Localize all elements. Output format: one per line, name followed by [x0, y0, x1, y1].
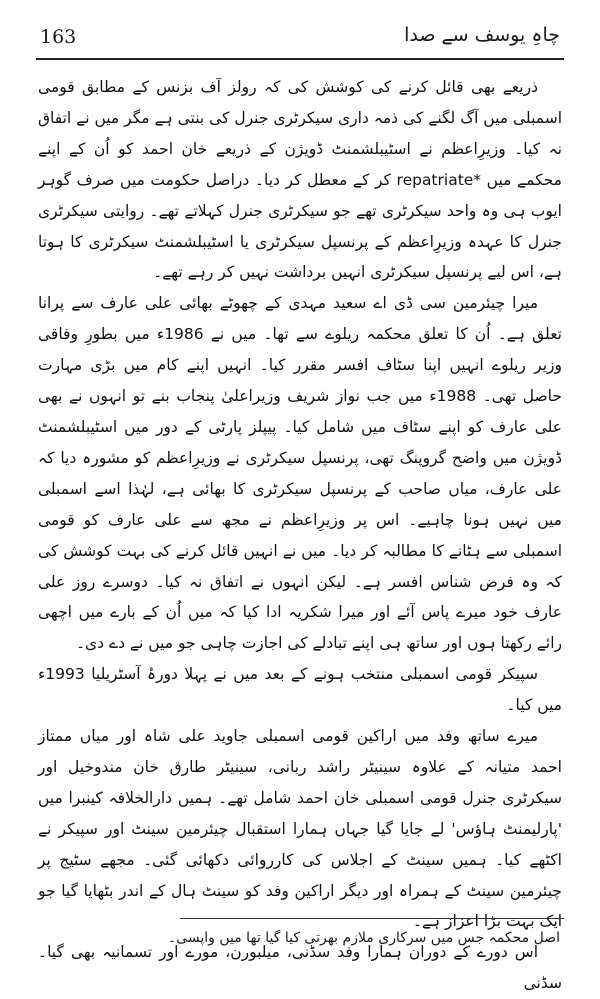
- header-rule: [36, 58, 564, 60]
- paragraph-1-text-after: کر کے معطل کر دیا۔ دراصل حکومت میں صرف گوہر ایوب ہی وہ واحد سیکرٹری تھے جو سیکرٹری جنرل کہلاتے تھے۔ روایتی سیکرٹری جنرل کا عہدہ وزیرِاعظم کے پرنسپل سیکرٹری یا اسٹیبلشمنٹ سیکرٹری کا ہوتا ہے، اس لیے پرنسپل سیکرٹری انہیں برداشت نہیں کر رہے تھے۔: [38, 170, 562, 282]
- paragraph-1-latin-term: repatriate*: [396, 170, 482, 189]
- body-text: [38, 72, 562, 999]
- paragraph-4: میرے ساتھ وفد میں اراکین قومی اسمبلی جاوید علی شاہ اور میاں ممتاز احمد متیانہ کے علاوہ سینیٹر راشد ربانی، سینیٹر طارق خان مندوخیل اور سیکرٹری جنرل قومی اسمبلی خان احمد شامل تھے۔ ہمیں دارالخلافہ کینبرا میں 'پارلیمنٹ ہاؤس' لے جایا گیا جہاں ہمارا استقبال چیئرمین سینٹ اور سپیکر نے اکٹھے کیا۔ ہمیں سینٹ کے اجلاس کی کارروائی دکھائی گئی۔ مجھے سٹیج پر چیئرمین سینٹ کے ہمراہ اور دیگر اراکین وفد کو سینٹ ہال کے اندر بٹھایا گیا جو ایک بہت بڑا اعزاز ہے۔: [38, 727, 562, 931]
- paragraph-2: میرا چیئرمین سی ڈی اے سعید مہدی کے چھوٹے بھائی علی عارف سے پرانا تعلق ہے۔ اُن کا تعلق محکمہ ریلوے سے تھا۔ میں نے 1986ء میں بطورِ وفاقی وزیر ریلوے انہیں اپنا سٹاف افسر مقرر کیا۔ انہیں اپنے کام میں بڑی مہارت حاصل تھی۔ 1988ء میں جب نواز شریف وزیراعلیٰ پنجاب بنے تو انہوں نے بھی علی عارف کو اپنے سٹاف میں شامل کیا۔ پیپلز پارٹی کے دور میں اسٹیبلشمنٹ ڈویژن میں واضح گروپنگ تھی، پرنسپل سیکرٹری نے وزیرِاعظم کو مشورہ دیا کہ علی عارف، میاں صاحب کے پرنسپل سیکرٹری کا بھائی ہے، لہٰذا اسے اسمبلی میں نہیں ہونا چاہیے۔ اس پر وزیرِاعظم نے مجھ سے علی عارف کو قومی اسمبلی سے ہٹانے کا مطالبہ کر دیا۔ میں نے انہیں قائل کرنے کی بہت کوشش کی کہ وہ فرض شناس افسر ہے۔ لیکن انہوں نے اتفاق نہ کیا۔ دوسرے روز علی عارف خود میرے پاس آئے اور میرا شکریہ ادا کیا کہ میں اُن کے بارے میں اچھی رائے رکھتا ہوں اور ساتھ ہی اپنے تبادلے کی اجازت چاہی جو میں نے دے دی۔: [38, 294, 562, 653]
- footnote: اصل محکمہ جس میں سرکاری ملازم بھرتی کیا گیا تھا میں واپسی۔: [167, 930, 560, 946]
- paragraph-1-text-before: ذریعے بھی قائل کرنے کی کوشش کی کہ رولز آف بزنس کے مطابق قومی اسمبلی میں آگ لگنے کی ذمہ داری سیکرٹری جنرل کی بنتی ہے مگر میں نے اتفاق نہ کیا۔ وزیرِاعظم نے اسٹیبلشمنٹ ڈویژن کے ذریعے خان احمد کو اُن کے اپنے محکمے میں: [38, 78, 562, 189]
- page-number: 163: [40, 26, 77, 48]
- paragraph-5: اس دورے کے دوران ہمارا وفد سڈنی، میلبورن، مورے اور تسمانیہ بھی گیا۔ سڈنی: [38, 943, 562, 993]
- paragraph-1: [38, 72, 562, 288]
- running-title: چاہِ یوسف سے صدا: [404, 24, 560, 46]
- paragraph-3: سپیکر قومی اسمبلی منتخب ہونے کے بعد میں نے پہلا دورۂ آسٹریلیا 1993ء میں کیا۔: [38, 665, 562, 715]
- footnote-rule: [180, 918, 564, 919]
